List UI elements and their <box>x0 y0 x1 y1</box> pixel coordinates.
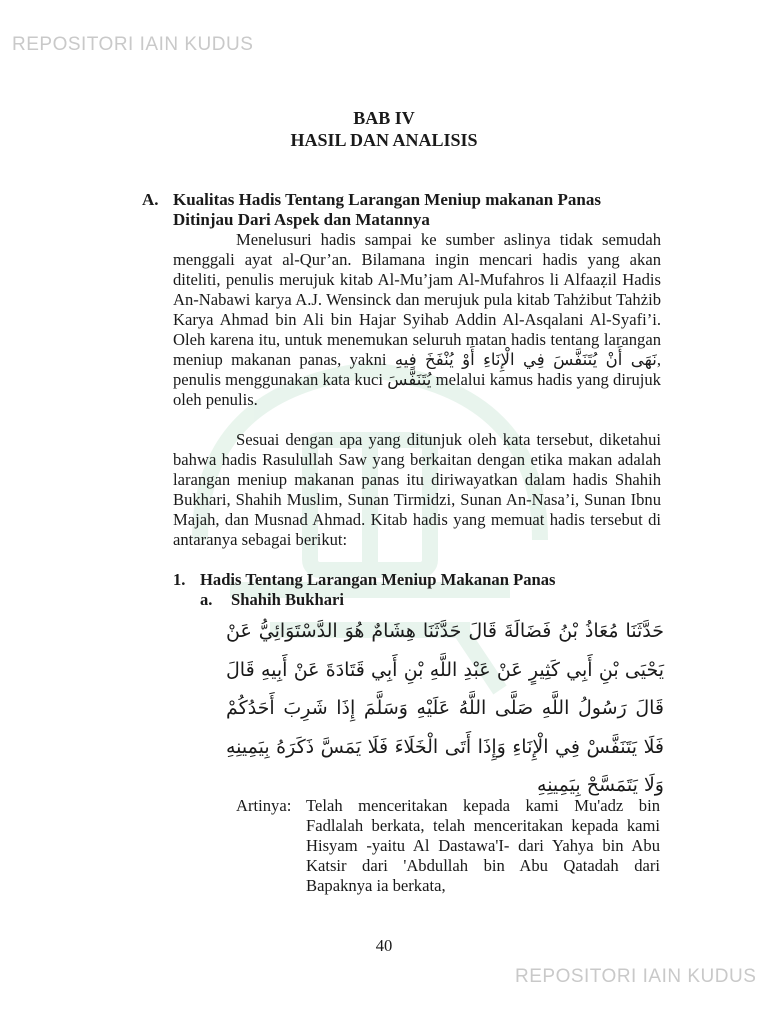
body-paragraph-1: Menelusuri hadis sampai ke sumber aslinya tidak semudah menggali ayat al-Qur’an. Bilamana ingin mencari hadis yang akan diteliti, penulis merujuk kitab Al-Mu’jam Al-Mufahros li Alfaaẓil Hadis An-Nabawi karya A.J. Wensinck dan merujuk pula kitab Tahżibut Tahżib Karya Ahmad bin Ali bin Hajar Syihab Addin Al-Asqalani Al-Syafi’i. Oleh karena itu, untuk menemukan seluruh matan hadis tentang larangan meniup makanan panas, yakni نَهَى أَنْ يُتَنَفَّسَ فِي الْإِنَاءِ أَوْ يُنْفَخَ فِيهِ, penulis menggunakan kata kuci يُتَنَفَّسَ melalui kamus hadis yang dirujuk oleh penulis. <box>173 230 661 409</box>
repository-watermark-top <box>12 34 253 56</box>
chapter-title: HASIL DAN ANALISIS <box>290 130 478 150</box>
watermark-suffix: IAIN KUDUS <box>642 966 757 987</box>
hadith-arabic-text: حَدَّثَنَا مُعَاذُ بْنُ فَضَالَةَ قَالَ حَدَّثَنَا هِشَامٌ هُوَ الدَّسْتَوَائِيُّ عَنْ يَحْيَى بْنِ أَبِي كَثِيرٍ عَنْ عَبْدِ اللَّهِ بْنِ أَبِي قَتَادَةَ عَنْ أَبِيهِ قَالَ قَالَ رَسُولُ اللَّهِ صَلَّى اللَّهُ عَلَيْهِ وَسَلَّمَ إِذَا شَرِبَ أَحَدُكُمْ فَلَا يَتَنَفَّسْ فِي الْإِنَاءِ وَإِذَا أَتَى الْخَلَاءَ فَلَا يَمَسَّ ذَكَرَهُ بِيَمِينِهِ وَلَا يَتَمَسَّحْ بِيَمِينِهِ <box>226 620 664 796</box>
section-marker: A. <box>142 190 159 209</box>
sublist-letter: a. <box>200 590 213 609</box>
repository-watermark-bottom <box>515 966 756 988</box>
page-number: 40 <box>375 936 393 955</box>
chapter-number: BAB IV <box>353 108 415 128</box>
watermark-prefix: REPOSITORI <box>515 966 637 987</box>
translation-label: Artinya: <box>236 796 292 815</box>
list-title: Hadis Tentang Larangan Meniup Makanan Panas <box>200 570 556 589</box>
watermark-suffix: IAIN KUDUS <box>139 34 254 55</box>
watermark-prefix: REPOSITORI <box>12 34 134 55</box>
translation-text: Telah menceritakan kepada kami Mu'adz bin Fadlalah berkata, telah menceritakan kepada kami Hisyam -yaitu Al Dastawa'I- dari Yahya bin Abu Katsir dari 'Abdullah bin Abu Qatadah dari Bapaknya ia berkata, <box>306 796 660 895</box>
list-number: 1. <box>173 570 186 589</box>
section-title: Kualitas Hadis Tentang Larangan Meniup makanan Panas Ditinjau Dari Aspek dan Matannya <box>173 190 601 229</box>
sublist-title: Shahih Bukhari <box>231 590 344 609</box>
body-paragraph-2: Sesuai dengan apa yang ditunjuk oleh kata tersebut, diketahui bahwa hadis Rasulullah Saw yang berkaitan dengan etika makan adalah larangan meniup makanan panas itu diriwayatkan dalam hadis Shahih Bukhari, Shahih Muslim, Sunan Tirmidzi, Sunan An-Nasa’i, Sunan Ibnu Majah, dan Musnad Ahmad. Kitab hadis yang memuat hadis tersebut di antaranya sebagai berikut: <box>173 430 661 549</box>
